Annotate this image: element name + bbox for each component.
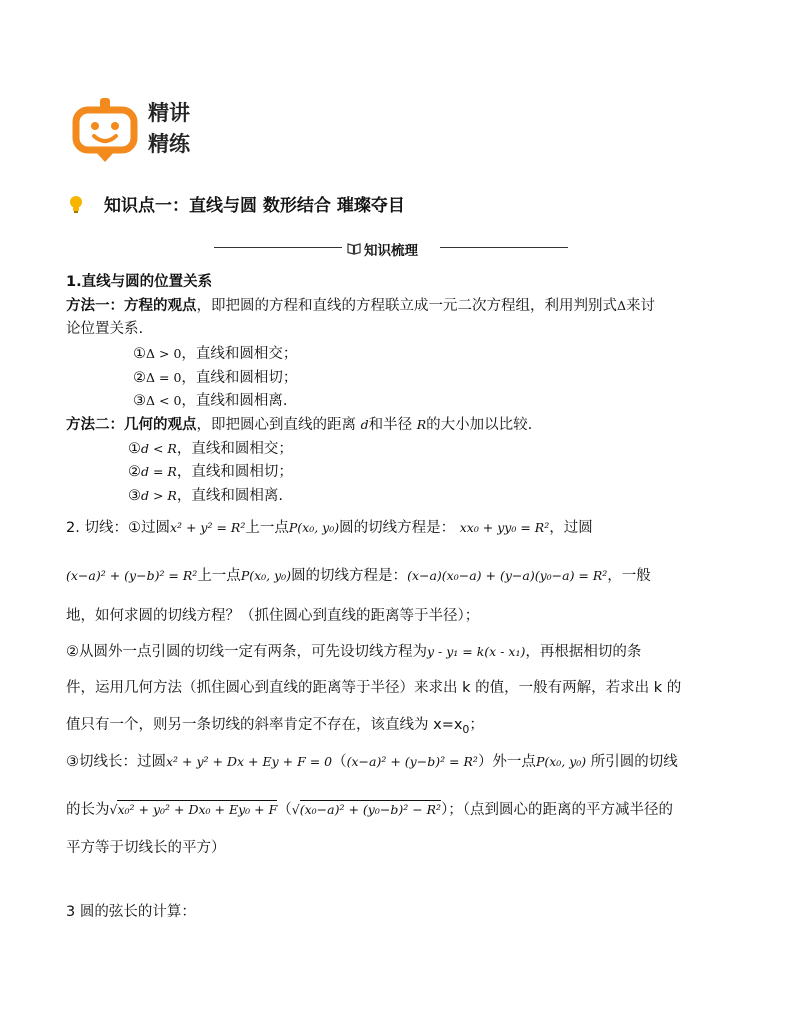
tangent-length-line-3: 平方等于切线长的平方） [66, 840, 226, 856]
tangent-line-1: 2. 切线：①过圆x² + y² = R²上一点P(x₀, y₀)圆的切线方程是： xx₀ + yy₀ = R²，过圆 [66, 520, 593, 536]
method-two-label: 方法二：几何的观点 [66, 417, 197, 433]
delta-symbol: Δ [617, 298, 627, 313]
m2-item-1: ①d < R，直线和圆相交； [128, 441, 293, 457]
radical-2: (x₀−a)² + (y₀−b)² − R² [299, 802, 442, 817]
tangent-length-line-1: ③切线长：过圆x² + y² + Dx + Ey + F = 0（(x−a)² + (y−b)² = R²）外一点P(x₀, y₀) 所引圆的切线 [66, 754, 678, 770]
tangent-line-4: ②从圆外一点引圆的切线一定有两条，可先设切线方程为y - y₁ = k(x - x₁)，再根据相切的条 [66, 644, 642, 660]
logo-line-2: 精练 [148, 132, 190, 156]
subheading-text: 知识梳理 [364, 243, 418, 259]
method-two-line: 方法二：几何的观点，即把圆心到直线的距离 d和半径 R的大小加以比较. [66, 417, 533, 433]
m2-item-2: ②d = R，直线和圆相切； [128, 464, 293, 480]
tangent-line-2: (x−a)² + (y−b)² = R²上一点P(x₀, y₀)圆的切线方程是：(x−a)(x₀−a) + (y−a)(y₀−a) = R²，一般 [66, 568, 651, 584]
heading-position-relation: 1.直线与圆的位置关系 [66, 274, 213, 290]
tangent-line-5: 件，运用几何方法（抓住圆心到直线的距离等于半径）来求出 k 的值，一般有两解，若求出 k 的 [66, 680, 682, 696]
section-title [66, 191, 405, 216]
divider-left [214, 247, 342, 248]
tangent-length-line-2: 的长为√x₀² + y₀² + Dx₀ + Ey₀ + F（√(x₀−a)² + (y₀−b)² − R²）；（点到圆心的距离的平方减半径的 [66, 802, 674, 818]
m1-item-1: ①Δ > 0，直线和圆相交； [133, 346, 298, 362]
logo-text [148, 98, 190, 160]
method-one-line [66, 296, 655, 316]
open-book-icon [347, 243, 361, 255]
radical-1: x₀² + y₀² + Dx₀ + Ey₀ + F [117, 802, 278, 817]
divider-right [440, 247, 568, 248]
heading-chord-length: 3 圆的弦长的计算： [66, 904, 196, 920]
logo-line-1: 精讲 [148, 101, 190, 125]
smiley-chat-bubble-icon [72, 96, 138, 166]
m1-item-2: ②Δ = 0，直线和圆相切； [133, 370, 298, 386]
method-one-text-b: 来讨 [626, 298, 656, 314]
method-one-cont: 论位置关系. [66, 321, 144, 337]
method-one-label: 方法一：方程的观点 [66, 298, 197, 314]
tangent-line-6: 值只有一个，则另一条切线的斜率肯定不存在，该直线为 $x=x_0$； [66, 717, 484, 736]
section-title-text: 知识点一：直线与圆 数形结合 璀璨夺目 [104, 196, 405, 216]
m2-item-3: ③d > R，直线和圆相离. [128, 488, 283, 504]
m1-item-3: ③Δ < 0，直线和圆相离. [133, 393, 288, 409]
method-one-text-a: ，即把圆的方程和直线的方程联立成一元二次方程组，利用判别式 [196, 298, 617, 314]
subheading [347, 239, 418, 259]
tangent-line-3: 地，如何求圆的切线方程？（抓住圆心到直线的距离等于半径）； [66, 608, 480, 624]
lightbulb-icon [66, 194, 86, 214]
